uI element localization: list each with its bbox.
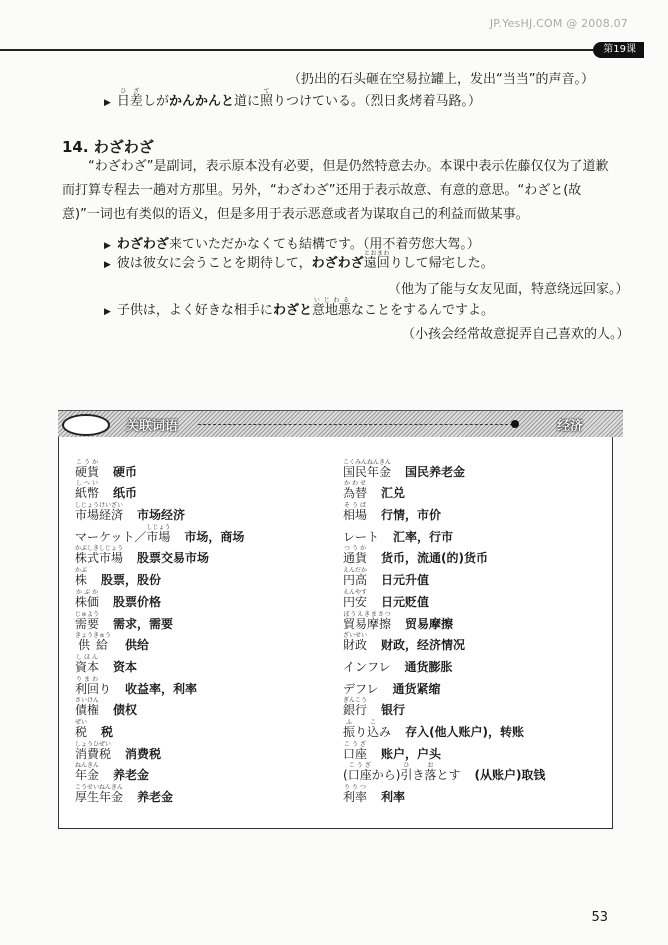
text-segment [343, 567, 368, 588]
text-segment [75, 502, 124, 523]
vocab-meaning: 纸币 [113, 486, 138, 501]
furigana: こ [367, 718, 380, 726]
ruby-base: 市場経済 [75, 508, 124, 523]
ruby-base: 遠回 [363, 256, 390, 271]
furigana: きょうきゅう [75, 632, 112, 640]
ruby-base: 債権 [75, 703, 100, 718]
text-segment [343, 545, 368, 566]
vocab-entry [343, 783, 545, 805]
furigana: かぶか [75, 588, 100, 596]
vocab-word [343, 784, 367, 805]
furigana: いじわる [311, 297, 351, 304]
text-segment [343, 588, 368, 609]
vocab-meaning: 存入(他人账户)，转账 [405, 724, 525, 739]
vocab-entry [75, 588, 244, 610]
header-rule [0, 49, 598, 51]
ruby-base: 硬貨 [75, 464, 100, 479]
text-segment [367, 718, 380, 739]
vocab-word [75, 762, 99, 783]
page-number: 53 [591, 910, 608, 925]
text-segment [75, 480, 100, 501]
vocab-meaning: 通货紧缩 [392, 681, 441, 696]
furigana: じゅよう [75, 610, 100, 618]
text-segment: （小孩会经常故意捉弄自己喜欢的人。） [402, 327, 630, 342]
vocab-entry [75, 501, 244, 523]
vocab-meaning: 市场，商场 [184, 529, 245, 544]
text-segment: りして帰宅した。 [389, 256, 494, 271]
text-segment [363, 250, 390, 271]
vocab-entry [75, 740, 244, 762]
vocab-column-left [75, 458, 244, 805]
furigana: りまわ [75, 675, 100, 683]
text-segment [343, 610, 392, 631]
speech-bubble-icon [62, 414, 110, 436]
furigana: しじょうけいざい [75, 502, 124, 510]
vocab-meaning: 汇率，行市 [393, 529, 454, 544]
text-segment: から) [371, 768, 401, 783]
furigana: ふ [343, 718, 356, 726]
example-sentence [104, 250, 494, 271]
vocab-entry [343, 718, 545, 740]
text-segment: マーケット／ [75, 529, 147, 544]
text-segment [343, 697, 368, 718]
vocab-word [75, 676, 111, 697]
vocab-word [75, 654, 99, 675]
ruby-base: 落 [424, 768, 437, 783]
vocab-meaning: 行情，市价 [381, 508, 442, 523]
vocab-meaning: 税 [101, 724, 114, 739]
ruby-base: 供給 [75, 638, 112, 653]
vocab-meaning: 股票价格 [113, 594, 162, 609]
furigana: こうか [75, 458, 100, 466]
ruby-base: 振 [343, 724, 356, 739]
vocab-entry [75, 610, 244, 632]
ruby-base: 口座 [347, 768, 372, 783]
ruby-base: 円高 [343, 573, 368, 588]
ruby-base: 株価 [75, 594, 100, 609]
vocab-meaning: 养老金 [137, 790, 174, 804]
translation-line [388, 278, 629, 297]
vocab-word [343, 589, 367, 610]
vocab-word [75, 719, 87, 740]
vocab-header [58, 410, 623, 437]
vocab-meaning: 通货膨胀 [404, 659, 453, 674]
vocab-word [343, 658, 391, 675]
vocab-meaning: 贸易摩擦 [405, 616, 454, 631]
ruby-base: 引 [400, 768, 413, 783]
vocab-entry [343, 675, 545, 697]
emphasis-text: かんかんと [168, 94, 234, 109]
vocab-word [343, 459, 391, 480]
ruby-base: 銀行 [343, 703, 368, 718]
text-segment [259, 88, 273, 109]
text-segment: とす [436, 768, 461, 783]
text-segment [75, 675, 100, 696]
ruby-base: 国民年金 [343, 464, 392, 479]
vocab-word [343, 632, 367, 653]
header-dash [198, 424, 513, 425]
vocab-entry [75, 523, 244, 545]
furigana: えんだか [343, 567, 368, 575]
vocab-entry [75, 632, 244, 654]
text-segment: りつけている。（烈日炙烤着马路。） [273, 94, 482, 109]
vocab-entry [343, 545, 545, 567]
furigana: こうざ [347, 762, 372, 770]
furigana: かぶ [75, 567, 88, 575]
vocab-word [75, 589, 99, 610]
explanation-paragraph: “わざわざ”是副词，表示原本没有必要，但是仍然特意去办。本课中表示佐藤仅仅为了道歉而打算专程去一趟对方那里。另外，“わざわざ”还用于表示故意、有意的意思。“わざと(故意)”一词也有类似的语义，但是多用于表示恶意或者为谋取自己的利益而做某事。 [62, 159, 609, 222]
vocab-word [343, 741, 367, 762]
vocab-meaning: 消费税 [125, 746, 162, 761]
bullet-triangle-icon: ▶ [104, 260, 111, 270]
vocab-meaning: 财政，经济情况 [381, 638, 466, 653]
furigana: ぎんこう [343, 697, 368, 705]
vocab-entry [343, 566, 545, 588]
text-segment: み [379, 724, 392, 739]
vocab-entry [343, 480, 545, 502]
translation-line [288, 68, 594, 87]
vocab-entry [75, 718, 244, 740]
ruby-base: 意地悪 [311, 303, 351, 318]
vocab-entry [75, 675, 244, 697]
ruby-base: 資本 [75, 659, 100, 674]
vocab-entry [75, 783, 244, 805]
vocab-word [343, 502, 367, 523]
furigana: ひざ [116, 88, 143, 95]
text-segment: （扔出的石头砸在空易拉罐上，发出“当当”的声音。） [288, 72, 594, 87]
furigana: こうざ [343, 740, 368, 748]
furigana: えんやす [343, 588, 368, 596]
vocab-word [343, 611, 391, 632]
ruby-base: 市場 [146, 529, 171, 544]
vocab-meaning: 供给 [125, 638, 150, 653]
furigana: て [259, 88, 273, 95]
ruby-base: 為替 [343, 486, 368, 501]
translation-line [402, 323, 630, 342]
vocab-word [75, 741, 111, 762]
text-segment: ( [343, 768, 348, 783]
vocab-meaning: 资本 [113, 659, 138, 674]
text-segment [343, 718, 356, 739]
text-segment: き [412, 768, 425, 783]
text-segment [424, 762, 437, 783]
furigana: こくみんねんきん [343, 458, 392, 466]
text-segment [343, 740, 368, 761]
vocab-word [343, 680, 379, 697]
emphasis-text: わざと [272, 303, 312, 318]
vocab-word [75, 502, 123, 523]
text-segment [75, 632, 112, 653]
vocab-entry [343, 610, 545, 632]
text-segment [75, 545, 124, 566]
text-segment [75, 718, 88, 739]
section-heading: 14. わざわざ [62, 138, 154, 156]
vocab-entry [343, 588, 545, 610]
ruby-base: 消費税 [75, 746, 112, 761]
vocab-word [75, 545, 123, 566]
text-segment [75, 458, 100, 479]
vocab-meaning: (从账户)取钱 [474, 768, 546, 783]
ruby-base: 円安 [343, 594, 368, 609]
vocab-meaning: 汇兑 [381, 486, 406, 501]
vocab-entry [75, 762, 244, 784]
furigana: ねんきん [75, 762, 100, 770]
ruby-base: 厚生年金 [75, 790, 124, 804]
example-sentence [104, 88, 481, 109]
text-segment [343, 632, 368, 653]
furigana: かわせ [343, 480, 368, 488]
vocab-word [75, 697, 99, 718]
furigana: しへい [75, 480, 100, 488]
vocab-entry [75, 480, 244, 502]
text-segment: り [99, 681, 112, 696]
vocab-entry [343, 458, 545, 480]
text-segment [347, 762, 372, 783]
vocab-meaning: 市场经济 [137, 508, 186, 523]
vocab-meaning: 日元贬值 [381, 594, 430, 609]
vocab-entry [343, 632, 545, 654]
vocab-meaning: 收益率，利率 [125, 681, 198, 696]
emphasis-text: わざわざ [311, 256, 364, 271]
text-segment: しが [142, 94, 169, 109]
ruby-base: 通貨 [343, 551, 368, 566]
text-segment: 子供は，よく好きな相手に [116, 303, 273, 318]
text-segment [116, 88, 143, 109]
ruby-base: 税 [75, 724, 88, 739]
vocab-meaning: 硬币 [113, 464, 138, 479]
vocab-meaning: 国民养老金 [405, 464, 466, 479]
text-segment [343, 458, 392, 479]
vocab-entry [75, 566, 244, 588]
furigana: ぜい [75, 718, 88, 726]
vocab-entry [343, 762, 545, 784]
text-segment: 彼は彼女に会うことを期待して， [116, 256, 312, 271]
vocab-word [75, 784, 123, 805]
ruby-base: 照 [259, 94, 273, 109]
furigana: かぶしきしじょう [75, 545, 124, 553]
ruby-base: 需要 [75, 616, 100, 631]
vocab-meaning: 养老金 [113, 768, 150, 783]
vocab-entry [75, 545, 244, 567]
vocab-word [75, 611, 99, 632]
ruby-base: 口座 [343, 746, 368, 761]
vocab-meaning: 利率 [381, 790, 406, 804]
text-segment [343, 502, 368, 523]
text-segment [75, 784, 124, 804]
vocab-word [75, 459, 99, 480]
text-segment: レート [343, 529, 380, 544]
vocab-entry [75, 653, 244, 675]
furigana: しょうひぜい [75, 740, 112, 748]
text-segment [400, 762, 413, 783]
text-segment: なことをするんですよ。 [350, 303, 494, 318]
vocab-word [75, 632, 111, 653]
vocab-meaning: 股票交易市场 [137, 551, 210, 566]
emphasis-text: わざわざ [116, 237, 169, 252]
vocab-meaning: 银行 [381, 703, 406, 718]
text-segment: （他为了能与女友见面，特意绕远回家。） [388, 282, 629, 297]
text-segment [311, 297, 351, 318]
vocab-word [343, 762, 460, 783]
vocab-meaning: 债权 [113, 703, 138, 718]
vocab-entry [343, 523, 545, 545]
vocab-entry [75, 697, 244, 719]
vocab-meaning: 股票，股份 [101, 573, 162, 588]
ruby-base: 紙幣 [75, 486, 100, 501]
vocab-entry [75, 458, 244, 480]
vocab-meaning: 日元升值 [381, 573, 430, 588]
vocab-word [343, 719, 391, 740]
text-segment: インフレ [343, 659, 391, 674]
text-segment: り [355, 724, 368, 739]
furigana: ぼうえきまさつ [343, 610, 392, 618]
vocab-meaning: 需求，需要 [113, 616, 174, 631]
vocab-word [75, 480, 99, 501]
text-segment [343, 784, 368, 804]
vocab-entry [343, 697, 545, 719]
bullet-triangle-icon: ▶ [104, 307, 111, 317]
furigana: しじょう [146, 523, 171, 531]
text-segment [75, 653, 100, 674]
text-segment [75, 697, 100, 718]
text-segment: デフレ [343, 681, 379, 696]
watermark: JP.YesHJ.COM @ 2008.07 [489, 17, 628, 30]
text-segment [75, 588, 100, 609]
ruby-base: 株 [75, 573, 88, 588]
vocab-word [343, 480, 367, 501]
example-sentence [104, 297, 494, 318]
vocab-category: 经济 [556, 419, 583, 434]
furigana: りりつ [343, 784, 368, 791]
bullet-triangle-icon: ▶ [104, 241, 111, 251]
vocab-entry [343, 740, 545, 762]
vocab-word [343, 528, 379, 545]
text-segment [75, 762, 100, 783]
text-segment [75, 610, 100, 631]
furigana: つうか [343, 545, 368, 553]
text-segment: 道に [233, 94, 260, 109]
ruby-base: 財政 [343, 638, 368, 653]
furigana: ざいせい [343, 632, 368, 640]
vocab-word [343, 545, 367, 566]
furigana: こうせいねんきん [75, 784, 124, 791]
text-segment [146, 523, 171, 544]
vocab-word [343, 697, 367, 718]
text-segment [75, 740, 112, 761]
vocab-column-right [343, 458, 545, 805]
lesson-tab: 第19课 [593, 42, 644, 58]
furigana: さいけん [75, 697, 100, 705]
ruby-base: 日差 [116, 94, 143, 109]
ruby-base: 利回 [75, 681, 100, 696]
furigana: お [424, 762, 437, 770]
ruby-base: 相場 [343, 508, 368, 523]
ruby-base: 利率 [343, 790, 368, 804]
vocab-word [343, 567, 367, 588]
vocab-entry [343, 653, 545, 675]
vocab-entry [343, 501, 545, 523]
furigana: ひ [400, 762, 413, 770]
furigana: そうば [343, 502, 368, 510]
vocab-meaning: 货币，流通(的)货币 [381, 551, 488, 566]
ruby-base: 株式市場 [75, 551, 124, 566]
bullet-dot-icon [511, 420, 519, 428]
ruby-base: 年金 [75, 768, 100, 783]
ruby-base: 込 [367, 724, 380, 739]
text-segment [75, 567, 88, 588]
vocab-word [75, 524, 170, 545]
ruby-base: 貿易摩擦 [343, 616, 392, 631]
furigana: しほん [75, 653, 100, 661]
bullet-triangle-icon: ▶ [104, 98, 111, 108]
text-segment: 来ていただかなくても結構です。（用不着劳您大驾。） [168, 237, 480, 252]
vocab-word [75, 567, 87, 588]
text-segment [343, 480, 368, 501]
vocab-title: 关联词语 [126, 419, 179, 434]
furigana: とおまわ [363, 250, 390, 257]
vocab-meaning: 账户，户头 [381, 746, 442, 761]
